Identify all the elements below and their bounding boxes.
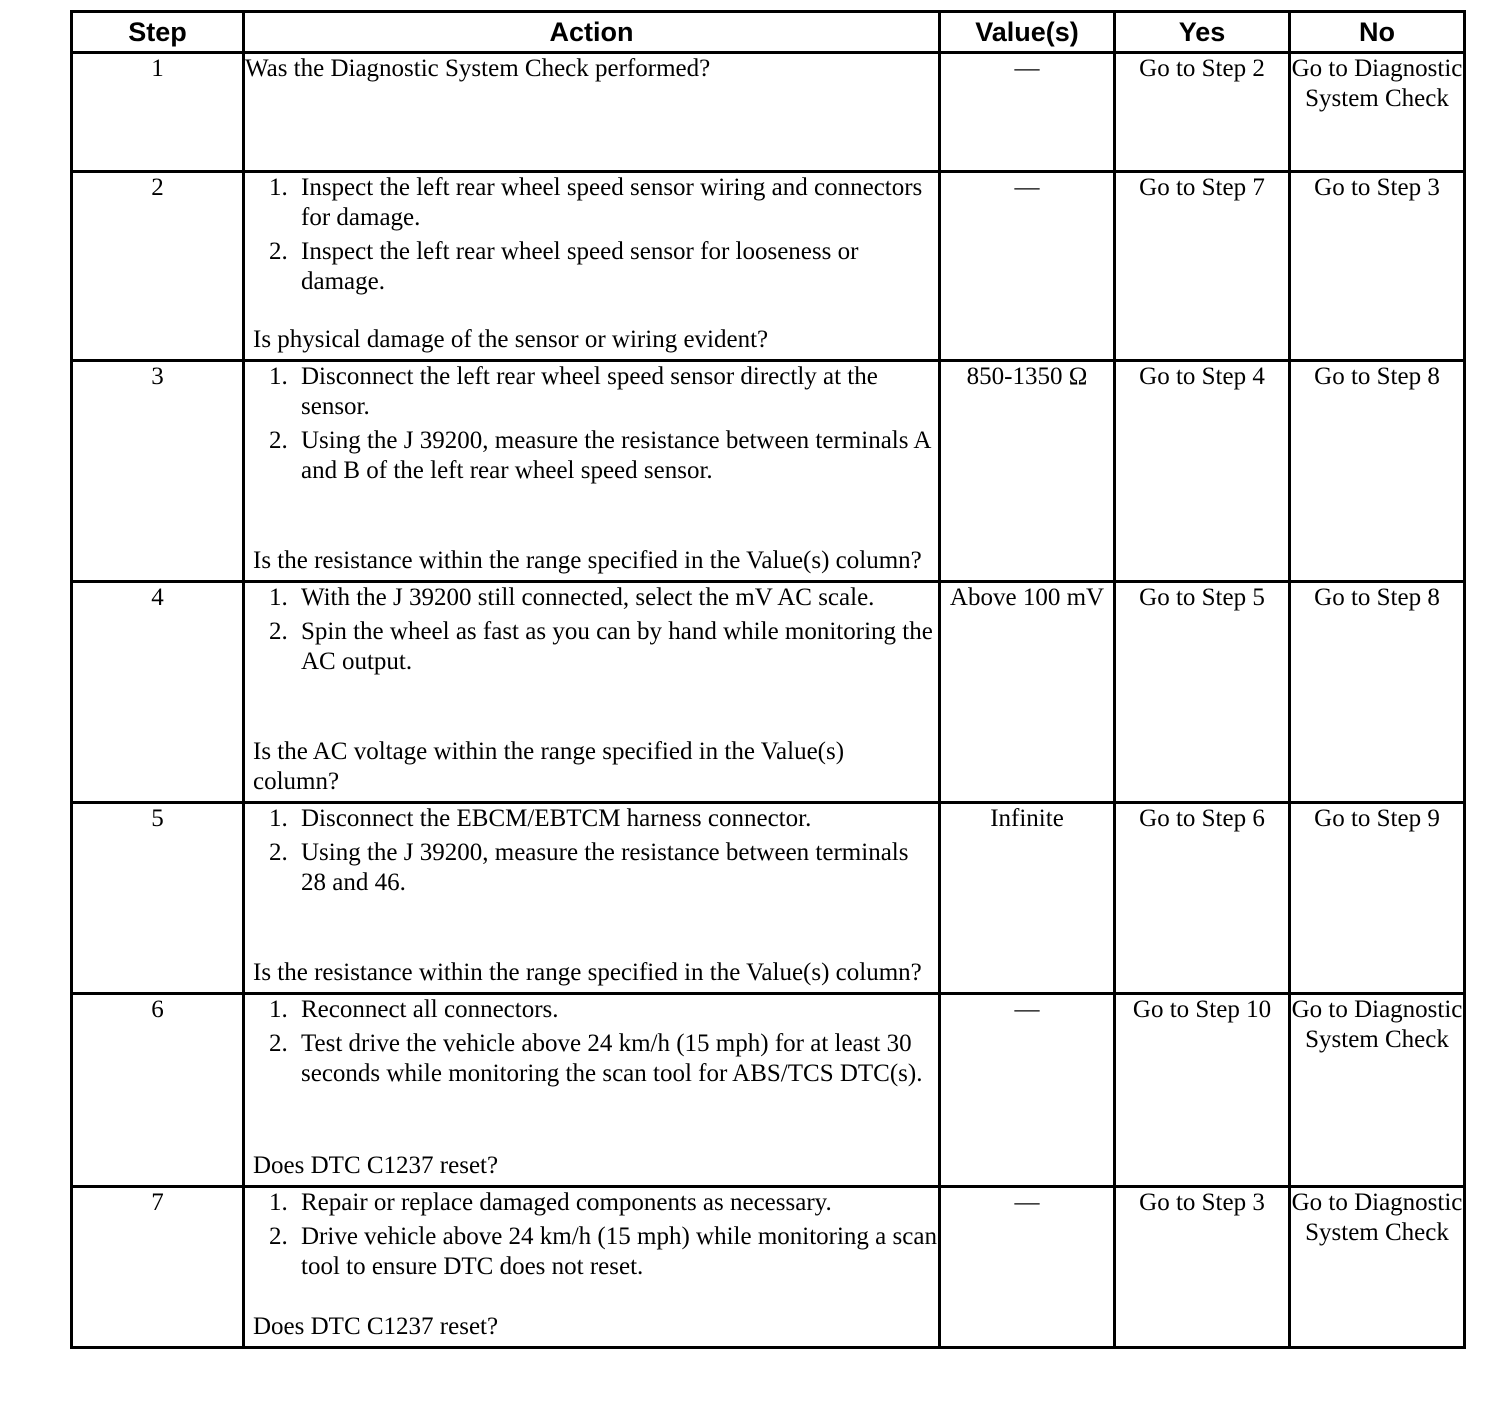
diagnostic-table: [70, 10, 1466, 1349]
table-row: [72, 1187, 1465, 1348]
value-cell: —: [940, 1187, 1115, 1348]
header-yes: Yes: [1115, 12, 1290, 53]
action-step-number: 1.: [269, 584, 288, 611]
action-step-item: [269, 237, 938, 297]
action-steps-list: [245, 362, 938, 486]
action-intro: Was the Diagnostic System Check performed?: [245, 55, 711, 82]
action-steps-list: [245, 173, 938, 297]
action-step-number: 2.: [269, 839, 288, 866]
table-row: [72, 803, 1465, 994]
action-question: Is the resistance within the range specified in the Value(s) column?: [253, 959, 922, 986]
no-cell: Go to Step 8: [1290, 361, 1465, 582]
action-step-item: [269, 583, 938, 613]
no-cell: Go to Step 8: [1290, 582, 1465, 803]
value-cell: Above 100 mV: [940, 582, 1115, 803]
action-step-item: [269, 426, 938, 486]
header-step: Step: [72, 12, 244, 53]
step-number: 6: [72, 994, 244, 1187]
yes-cell: Go to Step 5: [1115, 582, 1290, 803]
step-number: 7: [72, 1187, 244, 1348]
action-step-text: Using the J 39200, measure the resistance between terminals 28 and 46.: [301, 839, 909, 896]
action-step-number: 2.: [269, 1223, 288, 1250]
action-step-number: 1.: [269, 996, 288, 1023]
action-question: Is the resistance within the range specified in the Value(s) column?: [253, 547, 922, 574]
table-row: [72, 361, 1465, 582]
action-step-text: Reconnect all connectors.: [301, 996, 559, 1023]
action-step-item: [269, 617, 938, 677]
no-cell: Go to Step 9: [1290, 803, 1465, 994]
action-step-text: Inspect the left rear wheel speed sensor for looseness or damage.: [301, 238, 859, 295]
no-cell: Go to Diagnostic System Check: [1290, 1187, 1465, 1348]
action-step-text: Using the J 39200, measure the resistance between terminals A and B of the left rear wheel speed sensor.: [301, 427, 931, 484]
action-cell: [244, 1187, 940, 1348]
action-question: Does DTC C1237 reset?: [253, 1313, 499, 1340]
action-step-number: 1.: [269, 1189, 288, 1216]
action-step-number: 2.: [269, 1030, 288, 1057]
action-step-number: 2.: [269, 618, 288, 645]
value-cell: —: [940, 172, 1115, 361]
action-question: Does DTC C1237 reset?: [253, 1152, 499, 1179]
action-cell: [244, 994, 940, 1187]
yes-cell: Go to Step 7: [1115, 172, 1290, 361]
header-no: No: [1290, 12, 1465, 53]
yes-cell: Go to Step 10: [1115, 994, 1290, 1187]
step-number: 1: [72, 53, 244, 172]
value-cell: —: [940, 53, 1115, 172]
no-cell: Go to Diagnostic System Check: [1290, 53, 1465, 172]
action-steps-list: [245, 804, 938, 898]
header-action: Action: [244, 12, 940, 53]
action-step-text: Repair or replace damaged components as necessary.: [301, 1189, 832, 1216]
action-step-text: Disconnect the EBCM/EBTCM harness connector.: [301, 805, 812, 832]
action-step-text: Inspect the left rear wheel speed sensor wiring and connectors for damage.: [301, 174, 923, 231]
action-step-number: 1.: [269, 363, 288, 390]
no-cell: Go to Diagnostic System Check: [1290, 994, 1465, 1187]
action-cell: [244, 53, 940, 172]
action-step-text: Spin the wheel as fast as you can by hand while monitoring the AC output.: [301, 618, 933, 675]
header-row: [72, 12, 1465, 53]
action-cell: [244, 172, 940, 361]
action-step-text: With the J 39200 still connected, select the mV AC scale.: [301, 584, 875, 611]
action-cell: [244, 582, 940, 803]
value-cell: —: [940, 994, 1115, 1187]
yes-cell: Go to Step 4: [1115, 361, 1290, 582]
table-row: [72, 53, 1465, 172]
action-step-number: 1.: [269, 174, 288, 201]
action-step-item: [269, 995, 938, 1025]
action-question: Is physical damage of the sensor or wiring evident?: [253, 326, 769, 353]
action-step-item: [269, 362, 938, 422]
value-cell: Infinite: [940, 803, 1115, 994]
header-values: Value(s): [940, 12, 1115, 53]
action-cell: [244, 803, 940, 994]
action-steps-list: [245, 1188, 938, 1282]
table-row: [72, 582, 1465, 803]
table-row: [72, 994, 1465, 1187]
action-step-item: [269, 1222, 938, 1282]
action-step-number: 2.: [269, 238, 288, 265]
action-step-item: [269, 804, 938, 834]
table-row: [72, 172, 1465, 361]
step-number: 3: [72, 361, 244, 582]
step-number: 4: [72, 582, 244, 803]
action-cell: [244, 361, 940, 582]
action-question: Is the AC voltage within the range specified in the Value(s) column?: [253, 738, 845, 795]
action-step-item: [269, 1188, 938, 1218]
no-cell: Go to Step 3: [1290, 172, 1465, 361]
action-steps-list: [245, 995, 938, 1089]
action-steps-list: [245, 583, 938, 677]
yes-cell: Go to Step 6: [1115, 803, 1290, 994]
step-number: 5: [72, 803, 244, 994]
yes-cell: Go to Step 2: [1115, 53, 1290, 172]
action-step-text: Disconnect the left rear wheel speed sensor directly at the sensor.: [301, 363, 878, 420]
action-step-number: 1.: [269, 805, 288, 832]
action-step-text: Test drive the vehicle above 24 km/h (15 mph) for at least 30 seconds while monitoring the scan tool for ABS/TCS DTC(s).: [301, 1030, 923, 1087]
step-number: 2: [72, 172, 244, 361]
yes-cell: Go to Step 3: [1115, 1187, 1290, 1348]
action-step-number: 2.: [269, 427, 288, 454]
action-step-item: [269, 173, 938, 233]
action-step-item: [269, 1029, 938, 1089]
action-step-item: [269, 838, 938, 898]
action-step-text: Drive vehicle above 24 km/h (15 mph) while monitoring a scan tool to ensure DTC does not reset.: [301, 1223, 937, 1280]
value-cell: 850-1350 Ω: [940, 361, 1115, 582]
